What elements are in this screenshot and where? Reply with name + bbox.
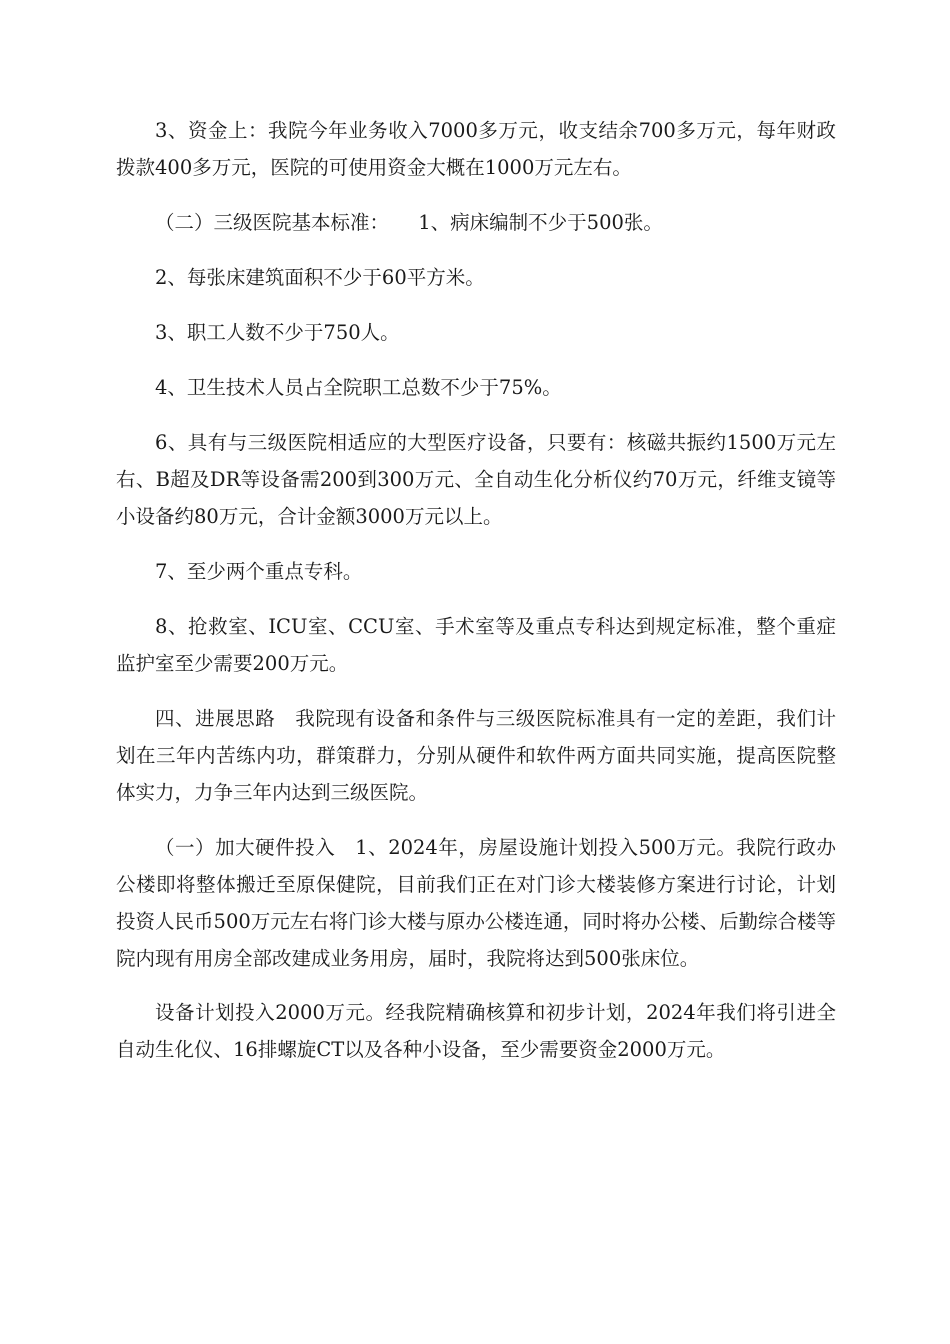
paragraph-technical-staff-ratio: 4、卫生技术人员占全院职工总数不少于75%。 [155,376,562,399]
document-body [116,112,836,1086]
paragraph-equipment-investment: 设备计划投入2000万元。经我院精确核算和初步计划，2024年我们将引进全自动生化仪、16排螺旋CT以及各种小设备，至少需要资金2000万元。 [116,1001,836,1061]
paragraph-floor-area: 2、每张床建筑面积不少于60平方米。 [155,266,485,289]
paragraph-hardware-investment: （一）加大硬件投入 1、2024年，房屋设施计划投入500万元。我院行政办公楼即将整体搬迁至原保健院，目前我们正在对门诊大楼装修方案进行讨论，计划投资人民币500万元左右将门诊大楼与原办公楼连通，同时将办公楼、后勤综合楼等院内现有用房全部改建成业务用房，届时，我院将达到500张床位。 [116,836,836,970]
paragraph-level3-standard-beds: （二）三级医院基本标准： 1、病床编制不少于500张。 [155,211,663,234]
paragraph-icu-standards: 8、抢救室、ICU室、CCU室、手术室等及重点专科达到规定标准，整个重症监护室至少需要200万元。 [116,615,836,675]
paragraph-medical-equipment: 6、具有与三级医院相适应的大型医疗设备，只要有：核磁共振约1500万元左右、B超及DR等设备需200到300万元、全自动生化分析仪约70万元，纤维支镜等小设备约80万元，合计金额3000万元以上。 [116,431,836,528]
paragraph-staff-count: 3、职工人数不少于750人。 [155,321,400,344]
paragraph-key-specialties: 7、至少两个重点专科。 [155,560,363,583]
paragraph-funding: 3、资金上：我院今年业务收入7000多万元，收支结余700多万元，每年财政拨款400多万元，医院的可使用资金大概在1000万元左右。 [116,119,836,179]
paragraph-development-ideas: 四、进展思路 我院现有设备和条件与三级医院标准具有一定的差距，我们计划在三年内苦练内功，群策群力，分别从硬件和软件两方面共同实施，提高医院整体实力，力争三年内达到三级医院。 [116,707,836,804]
